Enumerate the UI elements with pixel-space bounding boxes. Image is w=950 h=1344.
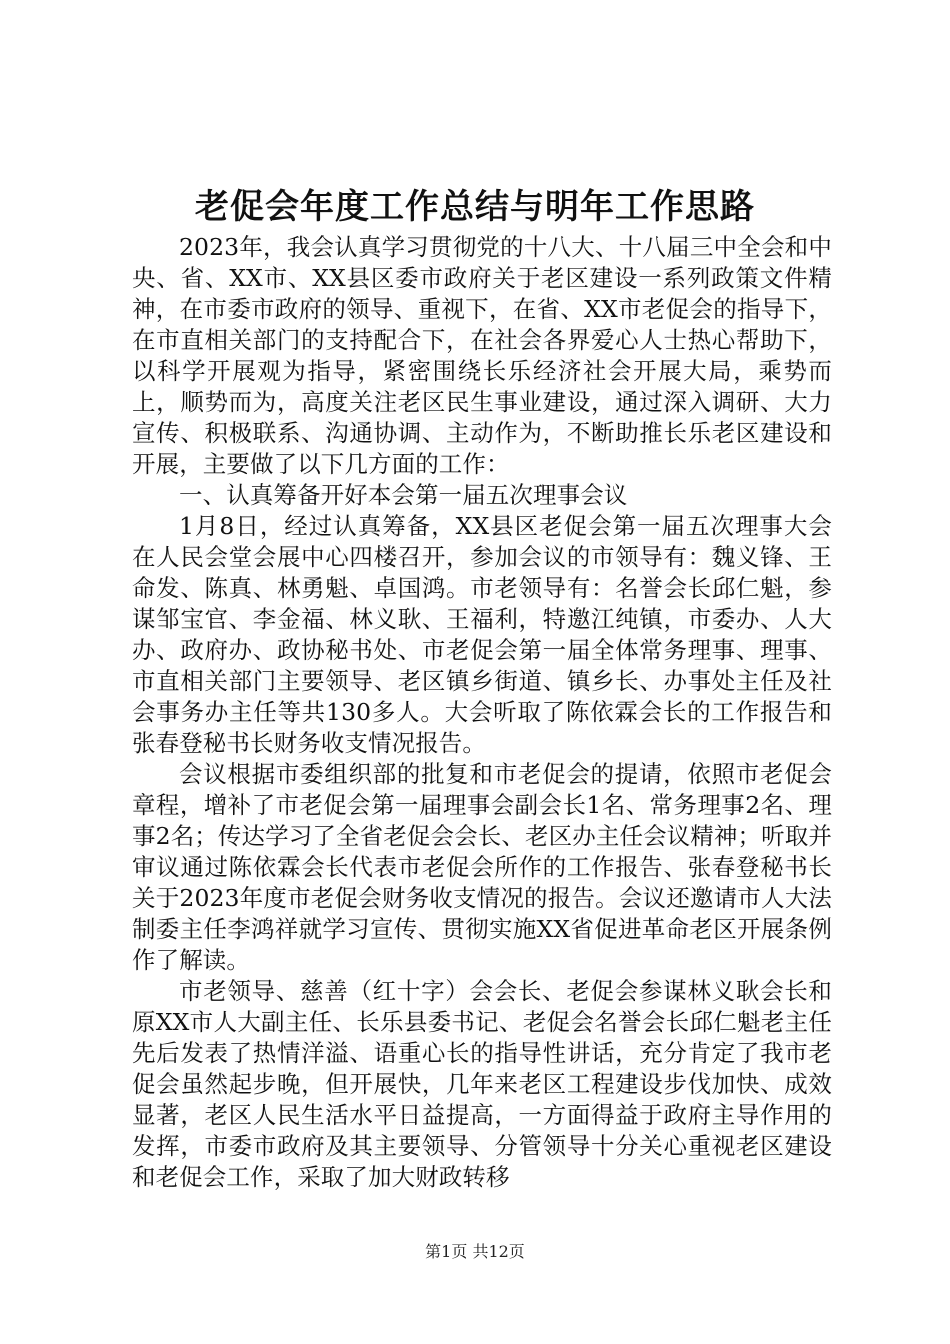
document-body: [132, 232, 832, 1193]
section-heading-1: 一、认真筹备开好本会第一届五次理事会议: [179, 481, 628, 509]
paragraph-intro: 2023年，我会认真学习贯彻党的十八大、十八届三中全会和中央、省、XX市、XX县区委市政府关于老区建设一系列政策文件精神，在市委市政府的领导、重视下，在省、XX市老促会的指导下，在市直相关部门的支持配合下，在社会各界爱心人士热心帮助下，以科学开展观为指导，紧密围绕长乐经济社会开展大局，乘势而上，顺势而为，高度关注老区民生事业建设，通过深入调研、大力宣传、积极联系、沟通协调、主动作为，不断助推长乐老区建设和开展，主要做了以下几方面的工作：: [132, 233, 832, 478]
paragraph-meeting: 1月8日，经过认真筹备，XX县区老促会第一届五次理事大会在人民会堂会展中心四楼召开，参加会议的市领导有：魏义锋、王命发、陈真、林勇魁、卓国鸿。市老领导有：名誉会长邱仁魁，参谋邹宝官、李金福、林义耿、王福利，特邀江纯镇，市委办、人大办、政府办、政协秘书处、市老促会第一届全体常务理事、理事、市直相关部门主要领导、老区镇乡街道、镇乡长、办事处主任及社会事务办主任等共130多人。大会听取了陈依霖会长的工作报告和张春登秘书长财务收支情况报告。: [132, 512, 832, 757]
page-number-footer: 第1页 共12页: [425, 1242, 525, 1261]
paragraph-resolutions: 会议根据市委组织部的批复和市老促会的提请，依照市老促会章程，增补了市老促会第一届理事会副会长1名、常务理事2名、理事2名；传达学习了全省老促会会长、老区办主任会议精神；听取并审议通过陈依霖会长代表市老促会所作的工作报告、张春登秘书长关于2023年度市老促会财务收支情况的报告。会议还邀请市人大法制委主任李鸿祥就学习宣传、贯彻实施XX省促进革命老区开展条例作了解读。: [132, 760, 832, 974]
document-title: 老促会年度工作总结与明年工作思路: [195, 187, 755, 227]
paragraph-speeches: 市老领导、慈善（红十字）会会长、老促会参谋林义耿会长和原XX市人大副主任、长乐县委书记、老促会名誉会长邱仁魁老主任先后发表了热情洋溢、语重心长的指导性讲话，充分肯定了我市老促会虽然起步晚，但开展快，几年来老区工程建设步伐加快、成效显著，老区人民生活水平日益提高，一方面得益于政府主导作用的发挥，市委市政府及其主要领导、分管领导十分关心重视老区建设和老促会工作，采取了加大财政转移: [132, 977, 832, 1191]
